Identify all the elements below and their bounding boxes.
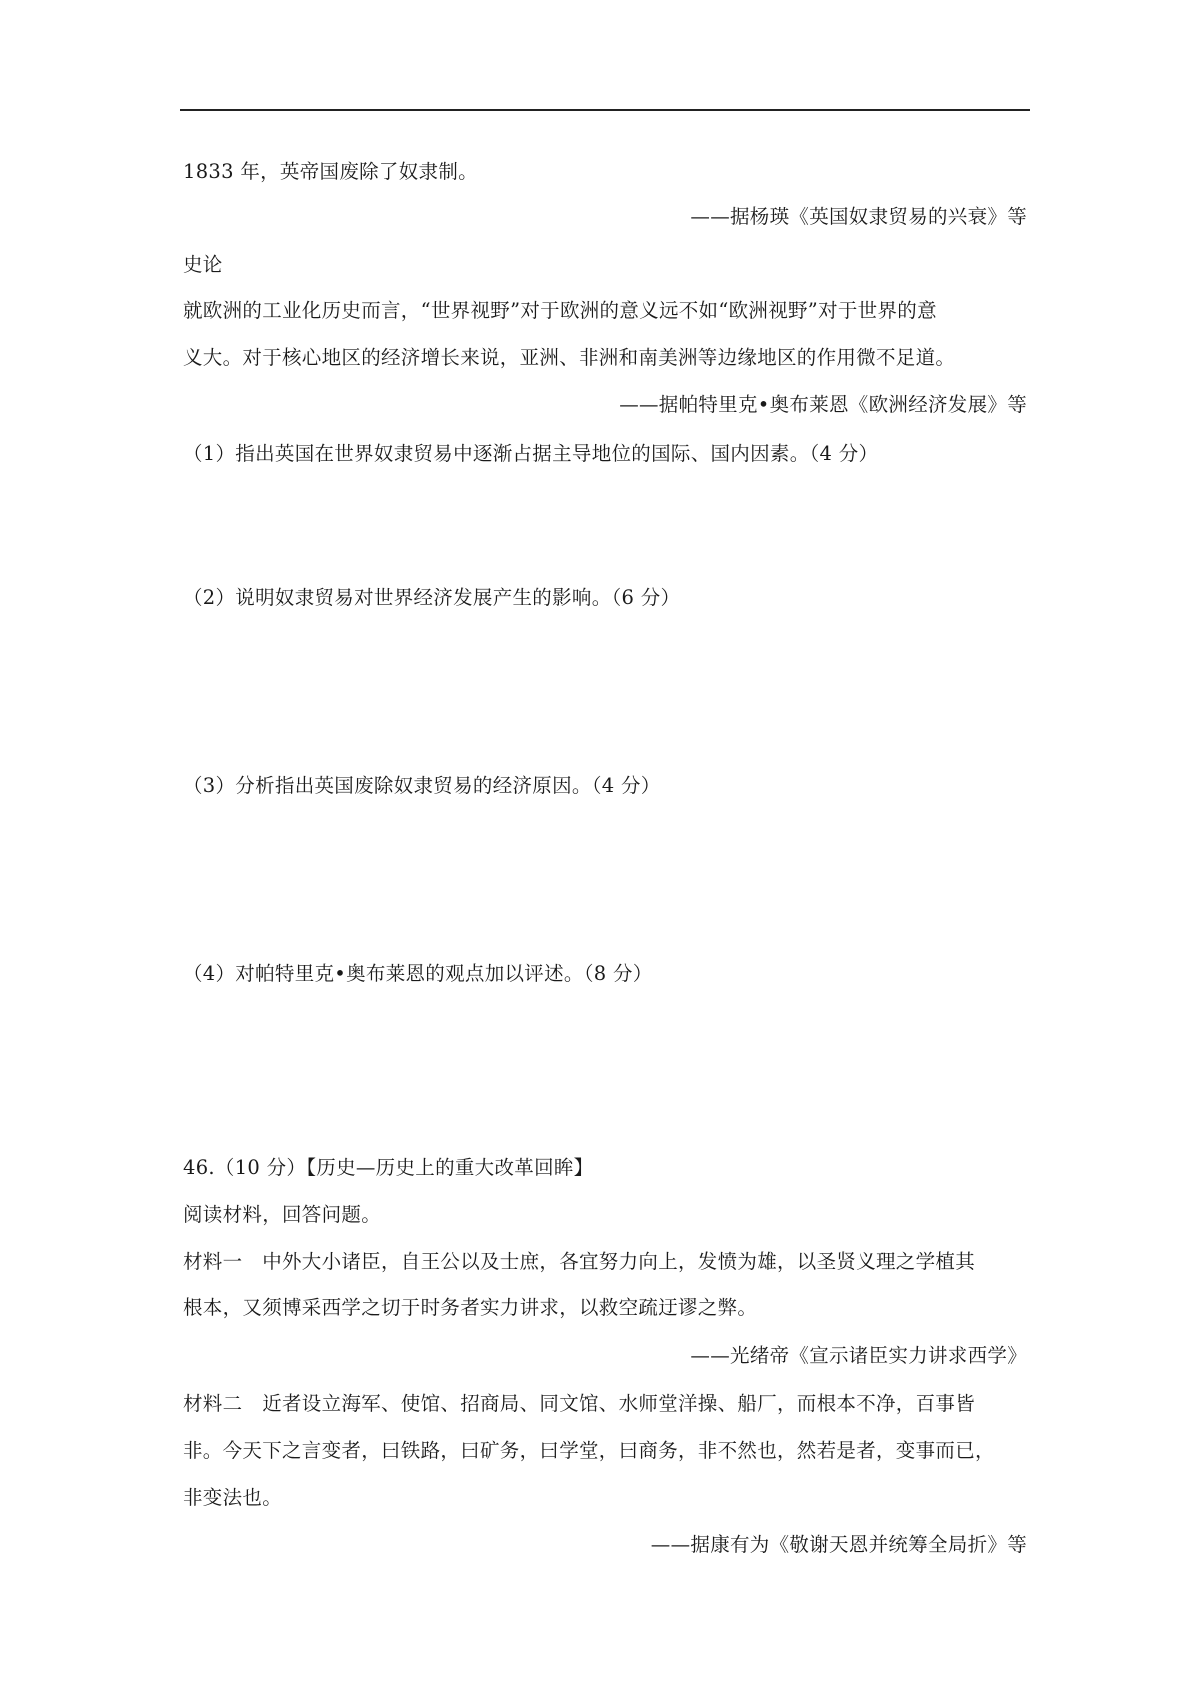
paragraph-line: 就欧洲的工业化历史而言，“世界视野”对于欧洲的意义远不如“欧洲视野”对于世界的意 — [183, 299, 937, 322]
header-rule — [180, 109, 1030, 111]
question-item: （3）分析指出英国废除奴隶贸易的经济原因。（4 分） — [183, 774, 661, 797]
citation-line: ——据杨瑛《英国奴隶贸易的兴衰》等 — [690, 205, 1027, 228]
citation-line: ——据康有为《敬谢天恩并统筹全局折》等 — [650, 1533, 1027, 1556]
paragraph-line: 义大。对于核心地区的经济增长来说，亚洲、非洲和南美洲等边缘地区的作用微不足道。 — [183, 346, 956, 369]
citation-line: ——据帕特里克•奥布莱恩《欧洲经济发展》等 — [619, 393, 1027, 416]
section-heading: 史论 — [183, 253, 223, 276]
paragraph-line: 非变法也。 — [183, 1486, 283, 1509]
citation-line: ——光绪帝《宣示诸臣实力讲求西学》 — [690, 1344, 1027, 1367]
paragraph-line: 非。今天下之言变者，曰铁路，曰矿务，曰学堂，曰商务，非不然也，然若是者，变事而已， — [183, 1439, 995, 1462]
question-item: （4）对帕特里克•奥布莱恩的观点加以评述。（8 分） — [183, 962, 653, 985]
question-item: （1）指出英国在世界奴隶贸易中逐渐占据主导地位的国际、国内因素。（4 分） — [183, 442, 879, 465]
paragraph-line: 1833 年，英帝国废除了奴隶制。 — [183, 160, 478, 183]
question-title: 46.（10 分）【历史—历史上的重大改革回眸】 — [183, 1156, 594, 1179]
paragraph-line: 阅读材料，回答问题。 — [183, 1203, 382, 1226]
paragraph-line: 材料二 近者设立海军、使馆、招商局、同文馆、水师堂洋操、船厂，而根本不净，百事皆 — [183, 1392, 976, 1415]
question-item: （2）说明奴隶贸易对世界经济发展产生的影响。（6 分） — [183, 586, 681, 609]
paragraph-line: 根本，又须博采西学之切于时务者实力讲求，以救空疏迂谬之弊。 — [183, 1296, 758, 1319]
paragraph-line: 材料一 中外大小诸臣，自王公以及士庶，各宜努力向上，发愤为雄，以圣贤义理之学植其 — [183, 1250, 976, 1273]
